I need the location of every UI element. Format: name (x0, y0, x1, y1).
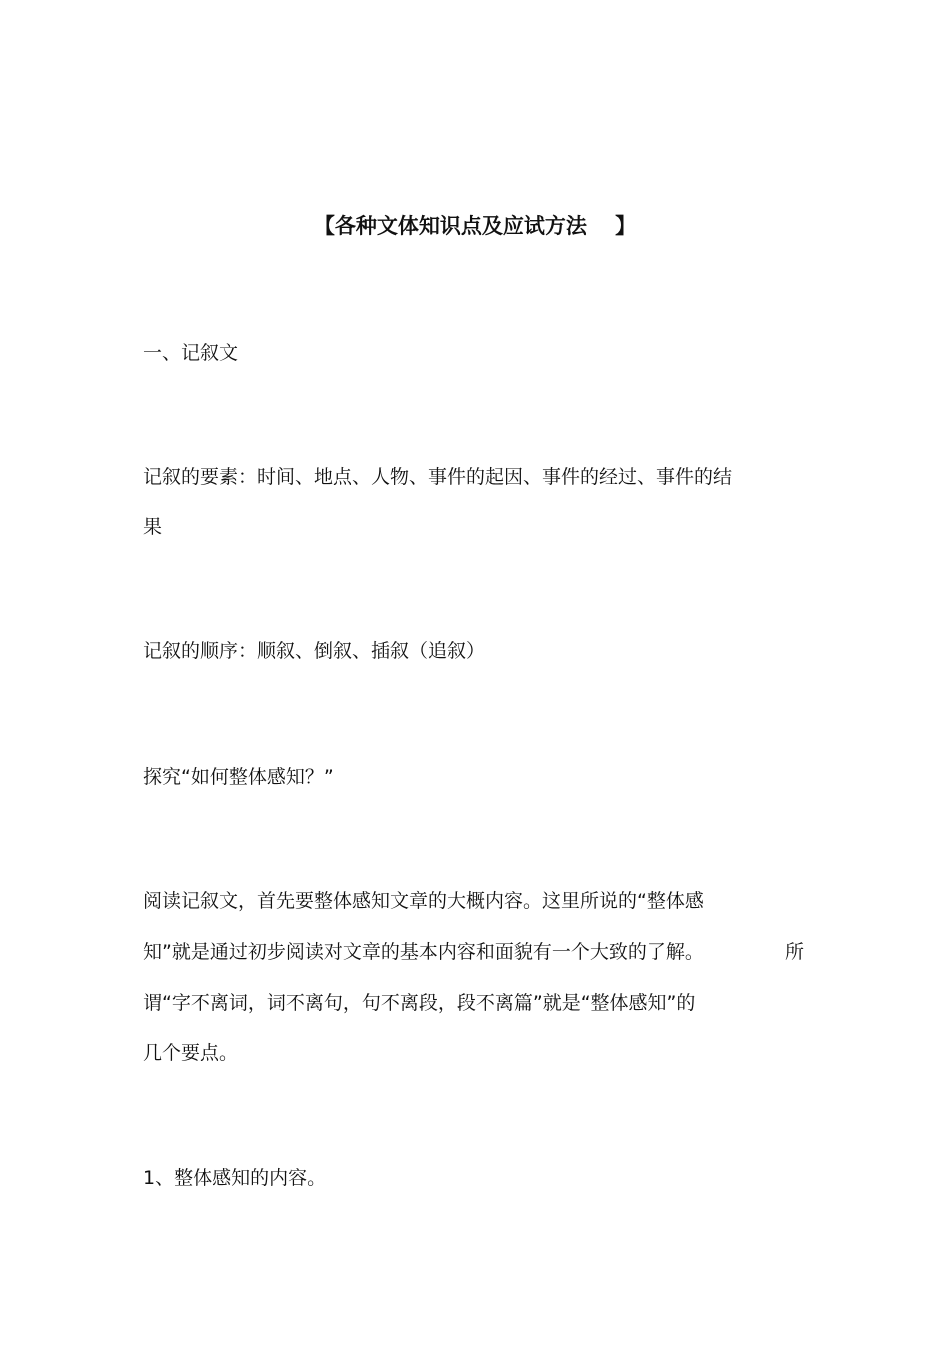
question-heading: 探究“如何整体感知？” (143, 766, 334, 788)
narrative-elements-line-2: 果 (143, 516, 163, 538)
narrative-elements-line-1: 记叙的要素：时间、地点、人物、事件的起因、事件的经过、事件的结 (143, 466, 733, 488)
paragraph-line-4: 几个要点。 (143, 1042, 239, 1064)
narrative-order: 记叙的顺序：顺叙、倒叙、插叙（追叙） (143, 640, 486, 662)
paragraph-line-1: 阅读记叙文，首先要整体感知文章的大概内容。这里所说的“整体感 (143, 890, 704, 912)
subsection-heading: 1、整体感知的内容。 (143, 1167, 327, 1189)
paragraph-line-2-trail: 所 (785, 941, 805, 963)
paragraph-line-3: 谓“字不离词，词不离句，句不离段，段不离篇”就是“整体感知”的 (143, 992, 696, 1014)
document-title: 【各种文体知识点及应试方法 】 (313, 214, 637, 238)
section-heading: 一、记叙文 (143, 342, 239, 364)
paragraph-line-2: 知”就是通过初步阅读对文章的基本内容和面貌有一个大致的了解。 (143, 941, 704, 963)
